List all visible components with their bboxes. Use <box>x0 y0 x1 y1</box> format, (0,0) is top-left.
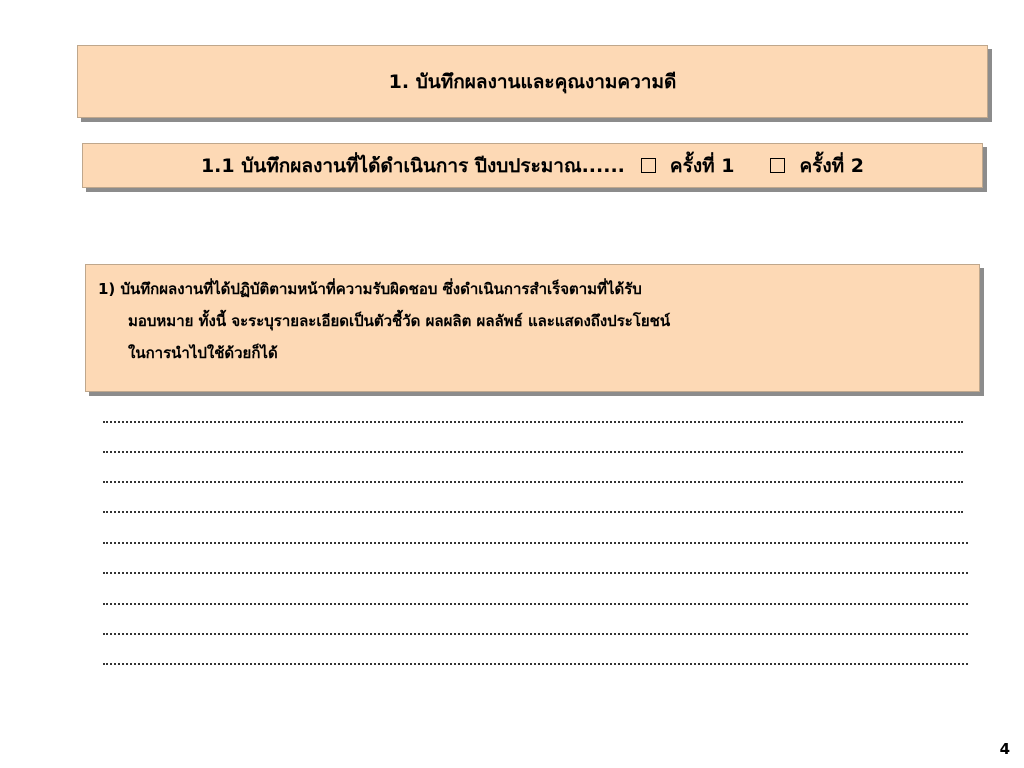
answer-line[interactable] <box>103 451 963 453</box>
instruction-box <box>85 264 980 392</box>
answer-line[interactable] <box>103 663 968 665</box>
round-2-label: ครั้งที่ 2 <box>799 154 865 177</box>
round-1-checkbox[interactable] <box>641 158 656 173</box>
answer-line[interactable] <box>103 511 963 513</box>
answer-line[interactable] <box>103 481 963 483</box>
round-1-label: ครั้งที่ 1 <box>669 154 735 177</box>
instruction-line-2: มอบหมาย ทั้งนี้ จะระบุรายละเอียดเป็นตัวชี้วัด ผลผลิต ผลลัพธ์ และแสดงถึงประโยชน์ <box>128 312 671 330</box>
section-title: 1. บันทึกผลงานและคุณงามความดี <box>388 70 677 93</box>
page-number: 4 <box>999 740 1010 758</box>
section-title-box <box>77 45 988 118</box>
subsection-title: 1.1 บันทึกผลงานที่ได้ดำเนินการ ปีงบประมาณ...... <box>200 154 625 177</box>
instruction-line-3: ในการนำไปใช้ด้วยก็ได้ <box>128 344 278 362</box>
answer-line[interactable] <box>103 421 963 423</box>
answer-line[interactable] <box>103 633 968 635</box>
round-2-checkbox[interactable] <box>770 158 785 173</box>
answer-line[interactable] <box>103 542 968 544</box>
subsection-title-box <box>82 143 983 188</box>
instruction-line-1: 1) บันทึกผลงานที่ได้ปฏิบัติตามหน้าที่ความรับผิดชอบ ซึ่งดำเนินการสำเร็จตามที่ได้รับ <box>98 280 642 298</box>
answer-line[interactable] <box>103 603 968 605</box>
answer-line[interactable] <box>103 572 968 574</box>
